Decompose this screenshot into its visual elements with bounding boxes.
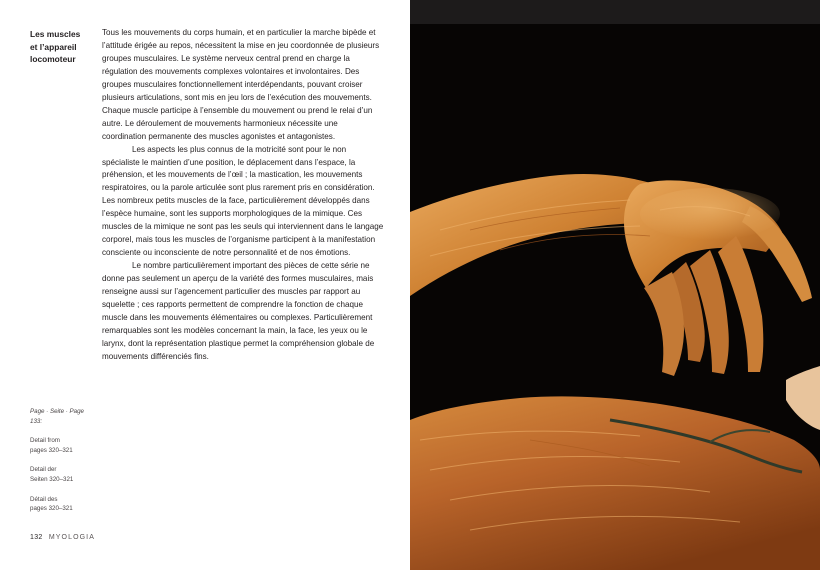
torso-muscles <box>410 396 820 570</box>
page-footer <box>30 534 95 541</box>
caption-page-reference <box>30 407 98 426</box>
body-text <box>102 27 384 364</box>
caption-block <box>30 407 98 524</box>
section-title <box>30 28 92 66</box>
caption-line: Détail des <box>30 495 58 503</box>
section-title-line: et l’appareil <box>30 41 77 52</box>
caption-line: Detail from <box>30 437 60 445</box>
body-paragraph: Les aspects les plus connus de la motricité sont pour le non spécialiste le maintien d’une position, le déplacement dans l’espace, la préhension, et les mouvements de l’œil ; la mastication, les mouvements respiratoires, ou la parole articulée sont plus rarement pris en considération. Les nombreux petits muscles de la face, particulièrement développés dans l’espèce humaine, sont les supports morphologiques de la mimique. Ces muscles de la mimique ne sont pas les seuls qui interviennent dans le langage corporel, mais tous les muscles de l’organisme participent à la manifestation consciente ou inconsciente de notre personnalité et de nos émotions. <box>102 144 384 258</box>
caption-line: Seiten 320–321 <box>30 475 74 483</box>
caption-item-de <box>30 465 98 484</box>
running-head: MYOLOGIA <box>48 534 95 541</box>
section-title-line: Les muscles <box>30 29 81 39</box>
caption-item-fr <box>30 495 98 514</box>
body-paragraph: Le nombre particulièrement important des pièces de cette série ne donne pas seulement un aperçu de la variété des formes musculaires, mais renseigne aussi sur l’agencement particulier des muscles par rapport au squelette ; ces rapports permettent de comprendre la fonction de chaque muscle dans les mouvements élémentaires ou complexes. Particulièrement remarquables sont les modèles concernant la main, la face, les yeux ou le larynx, dont la représentation plastique permet la compréhension globale de mouvements différenciés fins. <box>102 261 375 361</box>
body-paragraph: Tous les mouvements du corps humain, et en particulier la marche bipède et l’attitude érigée au repos, nécessitent la mise en jeu coordonnée de plusieurs groupes musculaires. Le système nerveux central prend en charge la régulation des mouvements complexes volontaires et involontaires. Des groupes musculaires fonctionnellement interdépendants, pouvant croiser plusieurs articulations, sont mis en jeu lors de l’exécution des mouvements. Chaque muscle participe à l’ensemble du mouvement ou prend le relai d’un autre. Le déroulement de mouvements harmonieux nécessite une coordination permanente des muscles agonistes et antagonistes. <box>102 28 380 141</box>
caption-line: pages 320–321 <box>30 446 73 454</box>
caption-line: pages 320–321 <box>30 505 73 513</box>
page-number: 132 <box>30 534 43 541</box>
caption-item-en <box>30 436 98 455</box>
caption-page-label: Page · Seite · Page <box>30 408 85 415</box>
caption-line: Detail der <box>30 466 57 474</box>
shoulder-bone <box>786 366 820 430</box>
anatomical-wax-model-photo <box>410 0 820 570</box>
hand-highlight <box>640 188 780 240</box>
right-page-photo <box>410 0 820 570</box>
caption-page-number: 133: <box>30 417 43 425</box>
section-title-line: locomoteur <box>30 54 76 65</box>
